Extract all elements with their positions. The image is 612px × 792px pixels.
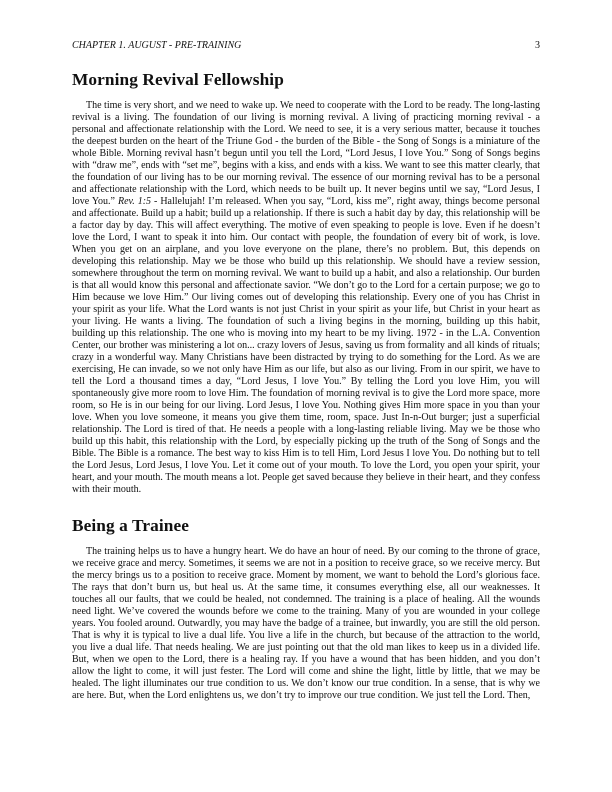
section-heading: Morning Revival Fellowship bbox=[72, 70, 284, 89]
running-header bbox=[72, 40, 540, 54]
scripture-reference: Rev. 1:5 bbox=[117, 196, 152, 207]
section-morning-revival-fellowship bbox=[72, 70, 540, 496]
document-page bbox=[72, 40, 540, 702]
section-paragraph: The training helps us to have a hungry heart. We do have an hour of need. By our coming to the throne of grace, we receive grace and mercy. Sometimes, it seems we are not in a position to receive grace, so we receive mercy. But the mercy brings us to a position to receive grace. Moment by moment, we want to behold the Lord’s glorious face. The rays that don’t burn us, but heal us. At the same time, it consumes everything else, all our weaknesses. It touches all our faults, that we could be healed, not condemned. The training is a place of healing. All the wounds need light. We’ve covered the wounds before we come to the training. Many of you are wounded in your college years. You fooled around. Outwardly, you may have the badge of a trainee, but inwardly, you are still the old person. That is why it is typical to live a dual life. You live a life in the church, but because of the attraction to the world, you live a dual life. That needs healing. We are just pointing out that the old man likes to keep us in a divided life. But, when we open to the Lord, there is a healing ray. If you have a wound that has been hidden, and you don’t allow the light to come, it will just fester. The Lord will come and shine the light, little by little, that we may be healed. The light illuminates our true condition to us. We don’t know our true condition. In a sense, that is why we are here. But, when the Lord enlightens us, we don’t try to improve our true condition. We just tell the Lord. Then, bbox=[72, 546, 540, 701]
section-heading: Being a Trainee bbox=[72, 516, 190, 535]
paragraph-text: - Hallelujah! I’m released. When you say, “Lord, kiss me”, right away, things become personal and affectionate. Build up a habit; build up a relationship. If there is such a habit day by day, this relationship will be a factor day by day. This will affect everything. The motive of even speaking to people is love. Even if he doesn’t love the Lord, I want to speak it into him. Our contact with people, the foundation of every bit of work, is love. When you get on an airplane, and you love everyone on the plane, there’s no problem. But, this depends on developing this relationship. May we be those who build up this relationship. We should have a review session, somewhere throughout the term on morning revival. We want to build up a habit, and also a relationship. Our burden is that all would know this personal and affectionate savior. “We don’t go to the Lord for a certain purpose; we go to Him because we love Him.” Our living comes out of developing this relationship. Every one of you has Christ in your spirit as your life. What the Lord wants is not just Christ in your spirit as your life, but Christ in your heart as your living. He wants a living. The foundation of such a living begins in the morning, building up this habit, building up this relationship. The one who is moving into my heart to be my living. 1972 - in the L.A. Convention Center, our brother was ministering a lot on... crazy lovers of Jesus, saving us from formality and all kinds of rituals; crazy in a wonderful way. Many Christians have been distracted by trying to do something for the Lord. As we are exercising, He can invade, so we not only have Him as our life, but also as our living. From in our spirit, we have to tell the Lord a thousand times a day, “Lord Jesus, I love You.” By telling the Lord you love Him, you will spontaneously give more room to love Him. The foundation of morning revival is to give the Lord more space, more room, so He is in our being for our living. Lord Jesus, I love You. Nothing gives Him more space in you than your love. When you love someone, it means you give them time, room, space. Just In-n-Out burger; just a superficial relationship. The Lord is tired of that. He needs a people with a long-lasting reliable living. May we be those who build up this habit, this relationship with the Lord, by especially picking up the truth of the Song of Songs and the Bible. The Bible is a romance. The best way to kiss Him is to tell Him, Lord Jesus I love You. Do nothing but to tell the Lord Jesus, Lord Jesus, I love You. Let it come out of your mouth. To love the Lord, you open your spirit, your heart, and your mouth. The mouth means a lot. People get saved because they believe in their heart, and they confess with their mouth. bbox=[72, 196, 540, 495]
paragraph-text: The time is very short, and we need to wake up. We need to cooperate with the Lord to be ready. The long-lasting revival is a living. The foundation of our living is morning revival. A living of practicing morning revival - a personal and affectionate relationship with the Lord. We need to see, it is a very serious matter, because it touches the deepest burden on the heart of the Triune God - the burden of the Bible - the Song of Songs is a miniature of the whole Bible. Morning revival hasn’t begun until you tell the Lord, “Lord Jesus, I love You.” Song of Songs begins with “draw me”, ends with “set me”, begins with a kiss, and ends with a kiss. We want to see this matter clearly, that the foundation of our living has to be our morning revival. The essence of our morning revival has to be a personal and affectionate relationship with the Lord, which needs to be built up. It never begins until we say, “Lord Jesus, I love You.” bbox=[72, 100, 540, 207]
section-paragraph bbox=[72, 100, 540, 496]
page-number: 3 bbox=[535, 40, 540, 51]
section-being-a-trainee bbox=[72, 516, 540, 702]
chapter-title: CHAPTER 1. AUGUST - PRE-TRAINING bbox=[72, 40, 242, 51]
